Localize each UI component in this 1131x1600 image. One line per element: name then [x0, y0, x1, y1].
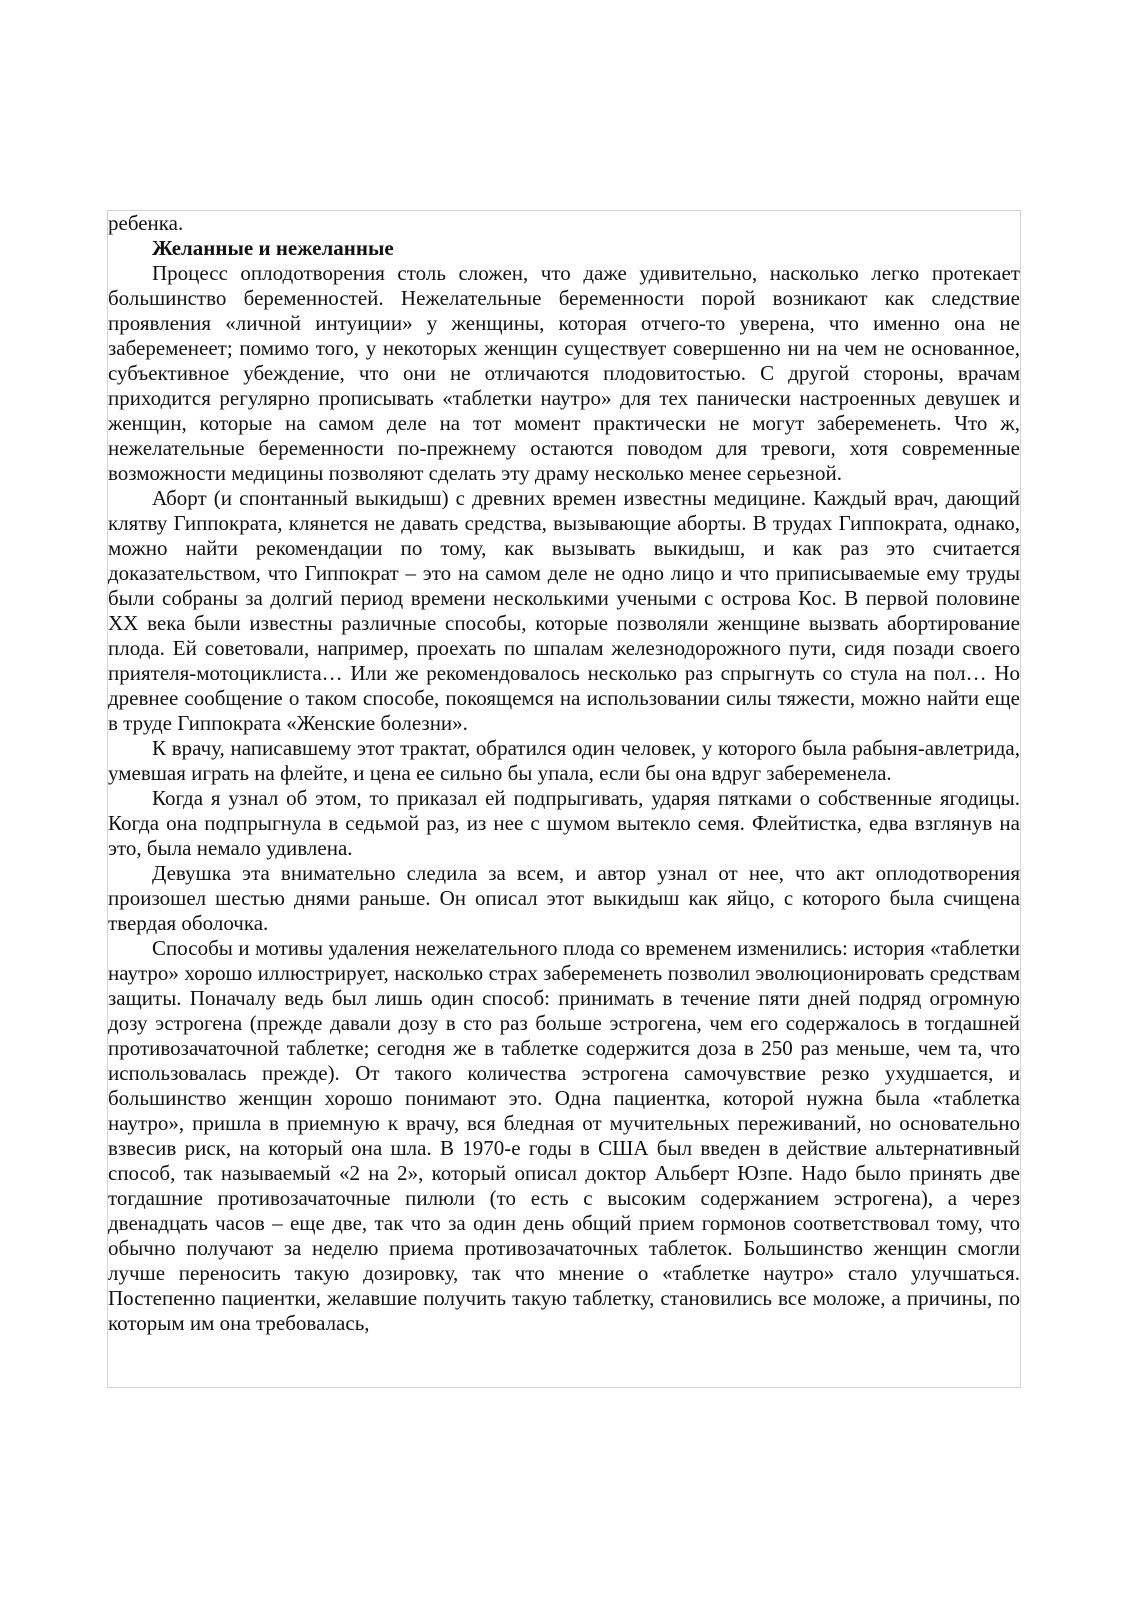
paragraph: Аборт (и спонтанный выкидыш) с древних времен известны медицине. Каждый врач, дающий клятву Гиппократа, клянется не давать средства, вызывающие аборты. В трудах Гиппократа, однако, можно найти рекомендации по тому, как вызывать выкидыш, и как раз это считается доказательством, что Гиппократ – это на самом деле не одно лицо и что приписываемые ему труды были собраны за долгий период времени несколькими учеными с острова Кос. В первой половине XX века были известны различные способы, которые позволяли женщине вызвать абортирование плода. Ей советовали, например, проехать по шпалам железнодорожного пути, сидя позади своего приятеля-мотоциклиста… Или же рекомендовалось несколько раз спрыгнуть со стула на пол… Но древнее сообщение о таком способе, покоящемся на использовании силы тяжести, можно найти еще в труде Гиппократа «Женские болезни». — [108, 486, 1020, 735]
document-body — [108, 211, 1020, 1336]
paragraph: Способы и мотивы удаления нежелательного плода со временем изменились: история «таблетки наутро» хорошо иллюстрирует, насколько страх забеременеть позволил эволюционировать средствам защиты. Поначалу ведь был лишь один способ: принимать в течение пяти дней подряд огромную дозу эстрогена (прежде давали дозу в сто раз больше эстрогена, чем его содержалось в тогдашней противозачаточной таблетке; сегодня же в таблетке содержится доза в 250 раз меньше, чем та, что использовалась прежде). От такого количества эстрогена самочувствие резко ухудшается, и большинство женщин хорошо понимают это. Одна пациентка, которой нужна была «таблетка наутро», пришла в приемную к врачу, вся бледная от мучительных переживаний, но основательно взвесив риск, на который она шла. В 1970-е годы в США был введен в действие альтернативный способ, так называемый «2 на 2», который описал доктор Альберт Юзпе. Надо было принять две тогдашние противозачаточные пилюли (то есть с высоким содержанием эстрогена), а через двенадцать часов – еще две, так что за один день общий прием гормонов соответствовал тому, что обычно получают за неделю приема противозачаточных таблеток. Большинство женщин смогли лучше переносить такую дозировку, так что мнение о «таблетке наутро» стало улучшаться. Постепенно пациентки, желавшие получить такую таблетку, становились все моложе, а причины, по которым им она требовалась, — [108, 936, 1020, 1335]
paragraph: Процесс оплодотворения столь сложен, что даже удивительно, насколько легко протекает большинство беременностей. Нежелательные беременности порой возникают как следствие проявления «личной интуиции» у женщины, которая отчего-то уверена, что именно она не забеременеет; помимо того, у некоторых женщин существует совершенно ни на чем не основанное, субъективное убеждение, что они не отличаются плодовитостью. С другой стороны, врачам приходится регулярно прописывать «таблетки наутро» для тех панически настроенных девушек и женщин, которые на самом деле на тот момент практически не могут забеременеть. Что ж, нежелательные беременности по-прежнему остаются поводом для тревоги, хотя современные возможности медицины позволяют сделать эту драму несколько менее серьезной. — [108, 261, 1020, 485]
paragraph: Девушка эта внимательно следила за всем, и автор узнал от нее, что акт оплодотворения произошел шестью днями раньше. Он описал этот выкидыш как яйцо, с которого была счищена твердая оболочка. — [108, 861, 1020, 935]
opening-fragment: ребенка. — [108, 211, 184, 235]
section-heading: Желанные и нежеланные — [152, 236, 394, 260]
text-frame — [107, 210, 1021, 1388]
paragraph: Когда я узнал об этом, то приказал ей подпрыгивать, ударяя пятками о собственные ягодицы. Когда она подпрыгнула в седьмой раз, из нее с шумом вытекло семя. Флейтистка, едва взглянув на это, была немало удивлена. — [108, 786, 1020, 860]
paragraph: К врачу, написавшему этот трактат, обратился один человек, у которого была рабыня-авлетрида, умевшая играть на флейте, и цена ее сильно бы упала, если бы она вдруг забеременела. — [108, 736, 1020, 785]
